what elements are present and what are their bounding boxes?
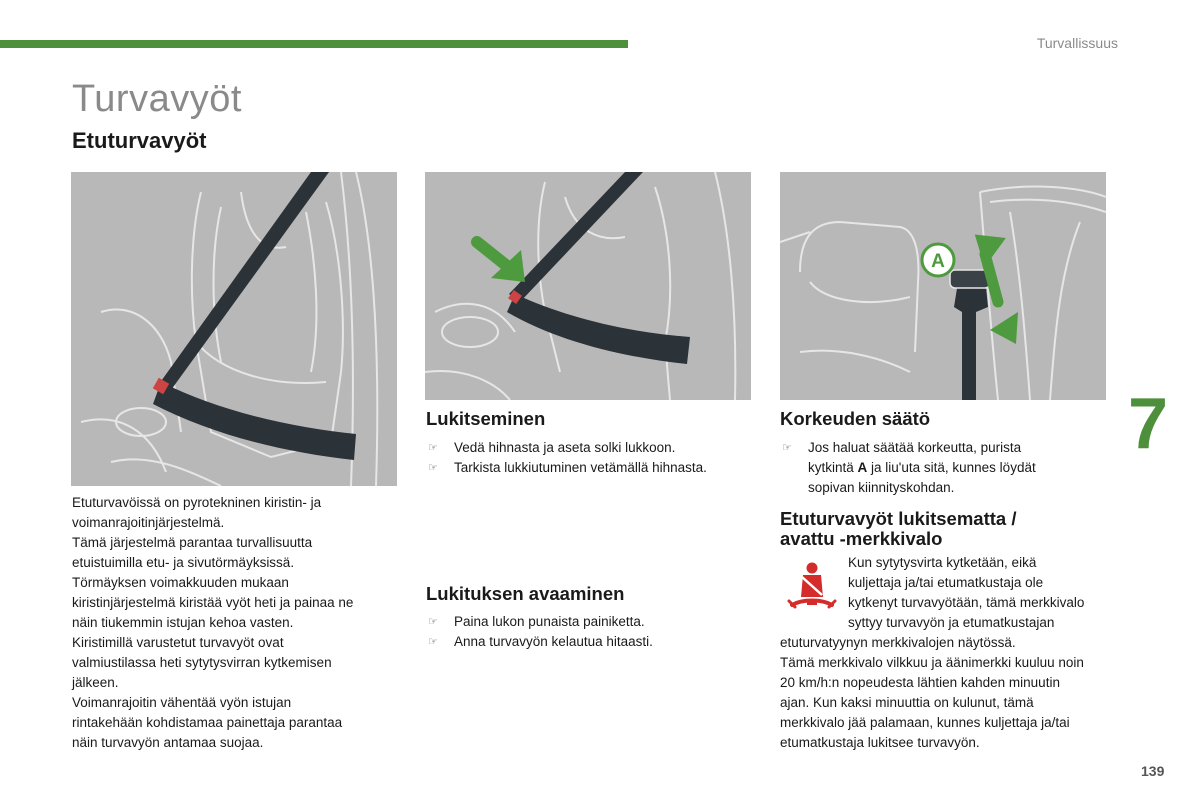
hand-pointer-icon: ☞ xyxy=(428,462,438,474)
unlocking-heading: Lukituksen avaaminen xyxy=(426,583,625,604)
warning-light-text: etuturvatyynyn merkkivalojen näytössä. Tämä merkkivalo vilkkuu ja äänimerkki kuuluu noin 20 km/h:n nopeudesta lähtien kahden minuutin ajan. Kun kaksi minuuttia on kulunut, tämä merkkivalo jää palamaan, kunnes kuljettaja ja/tai etumatkustaja lukitsee turvavyön. xyxy=(780,635,1084,750)
locking-steps xyxy=(426,438,756,478)
warning-light-heading: Etuturvavyöt lukitsematta / avattu -merkkivalo xyxy=(780,508,1017,549)
list-item: ☞ Jos haluat säätää korkeutta, purista kytkintä A ja liu'uta sitä, kunnes löydät sopivan kiinnityskohdan. xyxy=(782,440,1036,495)
chapter-number: 7 xyxy=(1128,384,1169,464)
list-item: ☞ Paina lukon punaista painiketta. xyxy=(426,612,756,632)
header-accent-bar xyxy=(0,40,628,48)
hand-pointer-icon: ☞ xyxy=(428,636,438,648)
unlocking-steps xyxy=(426,612,756,652)
seatbelt-locking-illustration xyxy=(425,172,751,400)
list-item: ☞ Vedä hihnasta ja aseta solki lukkoon. xyxy=(426,438,756,458)
seatbelt-warning-icon xyxy=(787,561,837,613)
seatbelt-height-adjust-illustration xyxy=(780,172,1106,400)
locking-heading: Lukitseminen xyxy=(426,408,546,429)
height-adjust-steps xyxy=(780,438,1110,498)
list-item: ☞ Anna turvavyön kelautua hitaasti. xyxy=(426,632,756,652)
hand-pointer-icon: ☞ xyxy=(782,442,792,454)
page-title: Turvavyöt xyxy=(72,78,242,120)
intro-paragraph: Etuturvavöissä on pyrotekninen kiristin- ja voimanrajoitinjärjestelmä. Tämä järjestelmä parantaa turvallisuutta etuistuimilla etu- ja sivutörmäyksissä. Törmäyksen voimakkuuden mukaan kiristinjärjestelmä kiristää vyöt heti ja painaa ne näin tiukemmin istujan kehoa vasten. Kiristimillä varustetut turvavyöt ovat valmiustilassa heti sytytysvirran kytkemisen jälkeen. Voimanrajoitin vähentää vyön istujan rintakehään kohdistamaa painettaja parantaa näin turvavyön antamaa suojaa. xyxy=(72,495,354,750)
seatbelt-overview-illustration xyxy=(71,172,397,486)
section-label: Turvallissuus xyxy=(1036,35,1118,51)
warning-light-text-wrapped: Kun sytytysvirta kytketään, eikä kuljettaja ja/tai etumatkustaja ole kytkenyt turvavyötään, tämä merkkivalo syttyy turvavyön ja etumatkustajan xyxy=(848,555,1085,630)
page-number: 139 xyxy=(1141,763,1165,779)
adjust-marker-a: A xyxy=(931,251,945,272)
list-item: ☞ Tarkista lukkiutuminen vetämällä hihnasta. xyxy=(426,458,756,478)
height-adjust-heading: Korkeuden säätö xyxy=(780,408,931,429)
section-subtitle: Etuturvavyöt xyxy=(72,128,207,153)
hand-pointer-icon: ☞ xyxy=(428,616,438,628)
hand-pointer-icon: ☞ xyxy=(428,442,438,454)
